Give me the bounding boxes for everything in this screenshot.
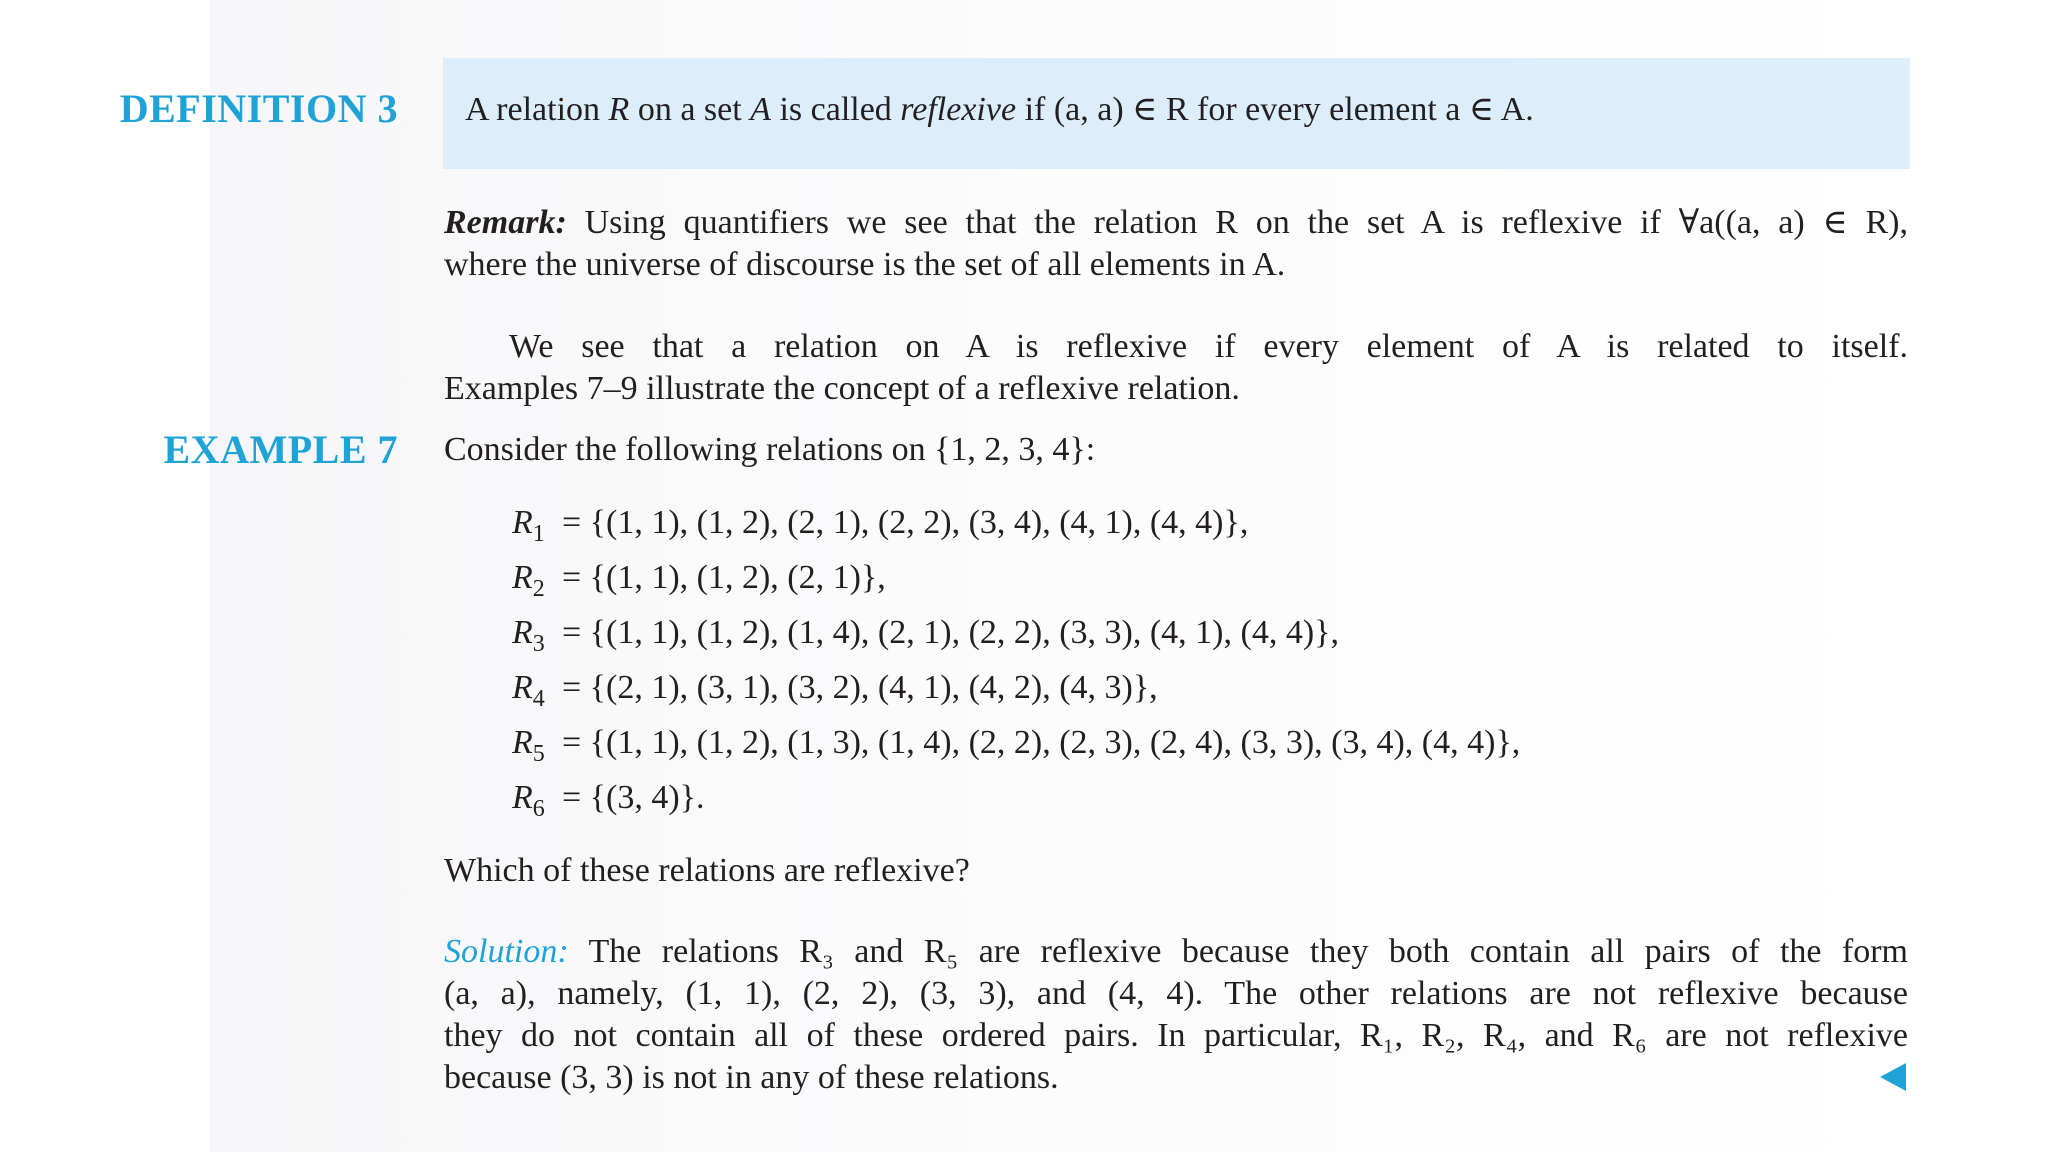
paragraph-line-1: We see that a relation on A is reflexive if every element of A is related to itself. (509, 328, 1908, 365)
relation-r4 (512, 667, 1158, 720)
relation-name: $R_6$ (512, 779, 545, 822)
end-of-example-triangle-icon (1880, 1063, 1906, 1091)
relation-body: = {(1, 1), (1, 2), (1, 4), (2, 1), (2, 2), (3, 3), (4, 1), (4, 4)}, (562, 614, 1339, 651)
definition-heading: DEFINITION 3 (119, 86, 398, 131)
example-question: Which of these relations are reflexive? (444, 852, 970, 889)
remark-label: Remark: (444, 204, 567, 241)
solution-label: Solution: (444, 933, 569, 970)
relation-name: $R_5$ (512, 724, 545, 767)
relation-body: = {(1, 1), (1, 2), (2, 1), (2, 2), (3, 4), (4, 1), (4, 4)}, (562, 504, 1249, 541)
definition-var-a: A (750, 91, 771, 128)
relation-r3 (512, 612, 1339, 665)
relation-r1 (512, 502, 1248, 555)
solution-line-3: they do not contain all of these ordered pairs. In particular, R₁, R₂, R₄, and R₆ are not reflexive (444, 1017, 1908, 1054)
remark-line-2: where the universe of discourse is the set of all elements in A. (444, 246, 1286, 283)
definition-text (465, 89, 1534, 131)
solution-line-2: (a, a), namely, (1, 1), (2, 2), (3, 3), and (4, 4). The other relations are not reflexive because (444, 975, 1908, 1012)
relation-name: $R_1$ (512, 504, 545, 547)
relation-body: = {(2, 1), (3, 1), (3, 2), (4, 1), (4, 2), (4, 3)}, (562, 669, 1158, 706)
relation-r2 (512, 557, 886, 610)
definition-term: reflexive (900, 91, 1017, 128)
relation-r6 (512, 777, 704, 830)
relation-name: $R_4$ (512, 669, 545, 712)
relation-body: = {(1, 1), (1, 2), (2, 1)}, (562, 559, 886, 596)
relation-name: $R_2$ (512, 559, 545, 602)
example-heading: EXAMPLE 7 (163, 427, 398, 472)
remark-line-1-text: Using quantifiers we see that the relation R on the set A is reflexive if ∀a((a, a) ∈ R), (566, 204, 1908, 241)
relation-body: = {(3, 4)}. (562, 779, 705, 816)
paragraph-line-2: Examples 7–9 illustrate the concept of a reflexive relation. (444, 370, 1240, 407)
example-intro: Consider the following relations on {1, 2, 3, 4}: (444, 431, 1096, 468)
relation-r5 (512, 722, 1520, 775)
definition-text-before: A relation (465, 91, 609, 128)
remark-line-1 (444, 202, 1908, 244)
solution-line-1-text: The relations R₃ and R₅ are reflexive because they both contain all pairs of the form (568, 933, 1908, 970)
solution-line-1 (444, 931, 1908, 973)
definition-var-r: R (608, 91, 630, 128)
definition-text-after: if (a, a) ∈ R for every element a ∈ A. (1016, 91, 1534, 128)
solution-line-4: because (3, 3) is not in any of these relations. (444, 1059, 1059, 1096)
relation-name: $R_3$ (512, 614, 545, 657)
relation-body: = {(1, 1), (1, 2), (1, 3), (1, 4), (2, 2), (2, 3), (2, 4), (3, 3), (3, 4), (4, 4)}, (562, 724, 1521, 761)
definition-text-mid2: is called (770, 91, 901, 128)
definition-text-mid1: on a set (629, 91, 751, 128)
